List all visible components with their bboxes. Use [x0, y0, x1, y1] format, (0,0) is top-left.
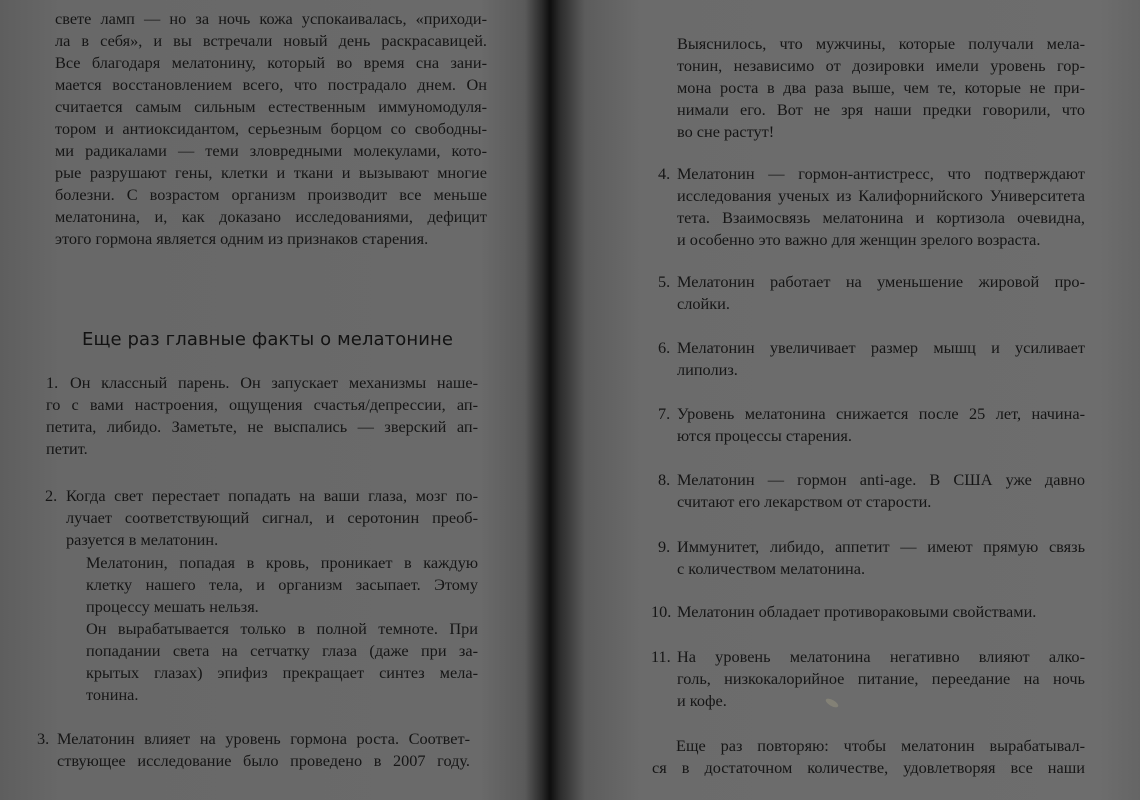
- text-line: Мелатонин увеличивает размер мышц и усиливает: [677, 338, 1085, 357]
- continuation-paragraph: [677, 33, 1085, 143]
- text-line: Уровень мелатонина снижается после 25 лет, начина-: [677, 404, 1085, 423]
- text-line: мелатонина, и, как доказано исследованиями, дефицит: [55, 207, 487, 226]
- text-line: лучает соответствующий сигнал, и серотонин преоб-: [66, 508, 478, 527]
- list-item-3: [57, 728, 470, 772]
- text-line: нимали его. Вот не зря наши предки говорили, что: [677, 100, 1085, 119]
- text-line: попадании света на сетчатку глаза (даже при за-: [86, 641, 478, 660]
- intro-paragraph: [55, 8, 487, 250]
- text-line: считается самым сильным естественным иммуномодуля-: [55, 97, 487, 116]
- text-line: ми радикалами — теми зловредными молекулами, кото-: [55, 141, 487, 160]
- item-number: 11.: [651, 647, 671, 666]
- text-line: Еще раз повторяю: чтобы мелатонин вырабатывал-: [676, 736, 1085, 755]
- item-number: 2.: [45, 486, 58, 505]
- list-item-10: [677, 601, 1085, 623]
- text-line: тонина.: [86, 685, 139, 704]
- item-number: 6.: [658, 338, 671, 357]
- text-line: крытых глазах) эпифиз прекращает синтез мела-: [86, 663, 478, 682]
- item-number: 5.: [658, 272, 671, 291]
- text-line: рые разрушают гены, клетки и ткани и вызывают многие: [55, 163, 487, 182]
- list-item-7: [677, 403, 1085, 447]
- text-line: исследования ученых из Калифорнийского Университета: [677, 186, 1085, 205]
- text-line: Все благодаря мелатонину, который во время сна зани-: [55, 53, 487, 72]
- text-line: Иммунитет, либидо, аппетит — имеют прямую связь: [677, 537, 1085, 556]
- closing-paragraph: [652, 735, 1085, 779]
- text-line: тором и антиоксидантом, серьезным борцом со свободны-: [55, 119, 487, 138]
- text-line: ются процессы старения.: [677, 426, 852, 445]
- text-line: Он вырабатывается только в полной темноте. При: [86, 619, 478, 638]
- item-number: 3.: [37, 729, 50, 748]
- list-item-6: [677, 337, 1085, 381]
- text-line: Мелатонин работает на уменьшение жировой про-: [677, 272, 1085, 291]
- text-line: ся в достаточном количестве, удовлетворяя все наши: [652, 758, 1085, 777]
- text-line: ствующее исследование было проведено в 2007 году.: [57, 751, 470, 770]
- list-item-5: [677, 271, 1085, 315]
- text-line: Мелатонин, попадая в кровь, проникает в каждую: [86, 553, 478, 572]
- item-number: 1.: [46, 373, 59, 392]
- text-line: с количеством мелатонина.: [677, 559, 866, 578]
- list-item-2-subparagraph: [86, 552, 478, 618]
- text-line: Мелатонин — гормон-антистресс, что подтверждают: [677, 164, 1085, 183]
- text-line: тета. Взаимосвязь мелатонина и кортизола очевидна,: [677, 208, 1085, 227]
- list-item-4: [677, 163, 1085, 251]
- text-line: Он классный парень. Он запускает механизмы наше-: [70, 373, 478, 392]
- item-number: 4.: [658, 164, 671, 183]
- left-page: [0, 0, 545, 800]
- item-number: 10.: [651, 602, 672, 621]
- text-line: разуется в мелатонин.: [66, 530, 219, 549]
- list-item-2-subparagraph: [86, 618, 478, 706]
- text-line: Мелатонин влияет на уровень гормона роста. Соответ-: [57, 729, 470, 748]
- text-line: клетку нашего тела, и организм засыпает. Этому: [86, 575, 478, 594]
- text-line: считают его лекарством от старости.: [677, 492, 932, 511]
- text-line: тонин, независимо от дозировки имели уровень гор-: [677, 56, 1085, 75]
- text-line: Мелатонин обладает противораковыми свойствами.: [677, 602, 1037, 621]
- right-page: [560, 0, 1140, 800]
- item-number: 9.: [658, 537, 671, 556]
- text-line: петит.: [46, 439, 88, 458]
- list-item-1: [46, 372, 478, 460]
- section-heading: Еще раз главные факты о мелатонине: [82, 329, 454, 350]
- text-line: и кофе.: [677, 691, 727, 710]
- text-line: этого гормона является одним из признаков старения.: [55, 229, 429, 248]
- text-line: болезни. С возрастом организм производит все меньше: [55, 185, 487, 204]
- text-line: голь, низкокалорийное питание, переедание на ночь: [677, 669, 1085, 688]
- text-line: процессу мешать нельзя.: [86, 597, 259, 616]
- text-line: На уровень мелатонина негативно влияют алко-: [677, 647, 1085, 666]
- text-line: Когда свет перестает попадать на ваши глаза, мозг по-: [66, 486, 478, 505]
- text-line: Мелатонин — гормон anti-age. В США уже давно: [677, 470, 1085, 489]
- text-line: го с вами настроения, ощущения счастья/депрессии, ап-: [46, 395, 478, 414]
- text-line: петита, либидо. Заметьте, не выспались — зверский ап-: [46, 417, 478, 436]
- item-number: 8.: [658, 470, 671, 489]
- text-line: Выяснилось, что мужчины, которые получали мела-: [677, 34, 1085, 53]
- text-line: мается восстановлением всего, что пострадало днем. Он: [55, 75, 487, 94]
- list-item-11: [677, 646, 1085, 712]
- item-number: 7.: [658, 404, 671, 423]
- text-line: ла в себя», и вы встречали новый день раскрасавицей.: [55, 31, 487, 50]
- text-line: свете ламп — но за ночь кожа успокаивалась, «приходи-: [55, 9, 487, 28]
- list-item-2: [66, 485, 478, 551]
- text-line: во сне растут!: [677, 122, 775, 141]
- list-item-9: [677, 536, 1085, 580]
- text-line: липолиз.: [677, 360, 738, 379]
- text-line: мона роста в два раза выше, чем те, которые не при-: [677, 78, 1085, 97]
- text-line: слойки.: [677, 294, 730, 313]
- text-line: и особенно это важно для женщин зрелого возраста.: [677, 230, 1041, 249]
- list-item-8: [677, 469, 1085, 513]
